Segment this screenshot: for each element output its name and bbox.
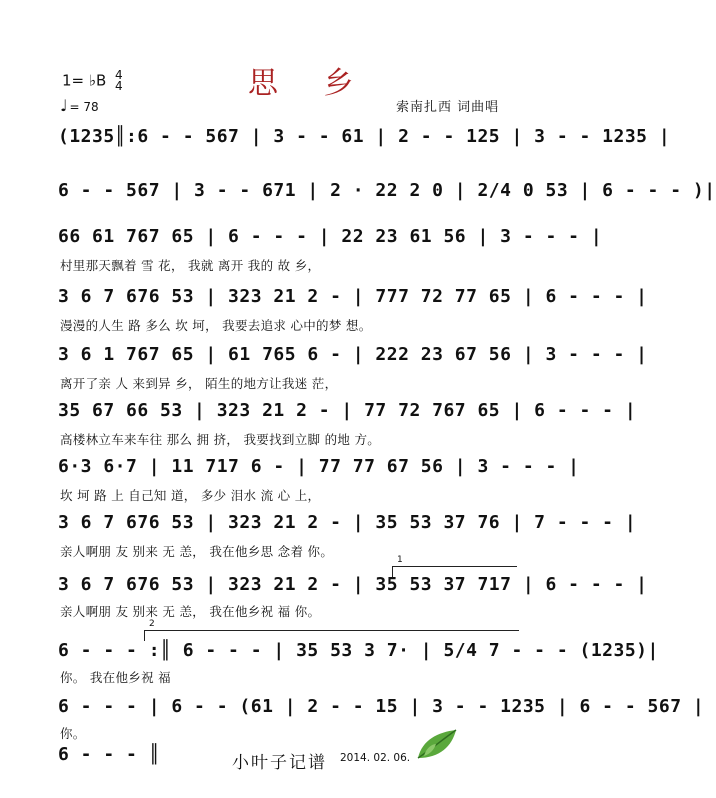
lyric-line: 高楼林立车来车往 那么 拥 挤， 我要找到立脚 的地 方。	[60, 432, 381, 447]
time-denominator: 4	[115, 79, 123, 93]
song-title: 思 乡	[248, 66, 372, 101]
tempo-value: = 78	[69, 100, 99, 114]
transcriber-signature: 小叶子记谱	[232, 753, 327, 773]
quarter-note-icon: ♩	[60, 96, 68, 115]
key-signature	[62, 70, 123, 92]
notation-line: 6·3 6·7 | 11 717 6 - | 77 77 67 56 | 3 - - - |	[58, 456, 580, 477]
notation-line: 3 6 7 676 53 | 323 21 2 - | 777 72 77 65 | 6 - - - |	[58, 286, 648, 307]
notation-line: 66 61 767 65 | 6 - - - | 22 23 61 56 | 3 - - - |	[58, 226, 603, 247]
lyric-line: 坎 坷 路 上 自己知 道， 多少 泪水 流 心 上，	[60, 488, 321, 503]
time-numerator: 4	[115, 68, 123, 82]
green-leaf-icon	[414, 728, 460, 766]
tempo-marking	[60, 96, 99, 115]
transcription-date: 2014. 02. 06.	[340, 752, 411, 764]
lyric-line: 亲人啊朋 友 别来 无 恙， 我在他乡思 念着 你。	[60, 544, 334, 559]
volta-second-number: 2	[149, 619, 155, 629]
notation-line: 6 - - - ║	[58, 744, 161, 765]
lyric-line: 你。 我在他乡祝 福	[60, 670, 171, 685]
key-text: 1= ♭B	[62, 71, 107, 90]
notation-line: 3 6 7 676 53 | 323 21 2 - | 35 53 37 717 | 6 - - - |	[58, 574, 648, 595]
notation-line: 35 67 66 53 | 323 21 2 - | 77 72 767 65 | 6 - - - |	[58, 400, 637, 421]
credit-line: 索南扎西 词曲唱	[396, 100, 500, 115]
notation-line: 6 - - - | 6 - - (61 | 2 - - 15 | 3 - - 1235 | 6 - - 567 |	[58, 696, 705, 717]
lyric-line: 离开了亲 人 来到异 乡， 陌生的地方让我迷 茫，	[60, 376, 338, 391]
lyric-line: 村里那天飘着 雪 花， 我就 离开 我的 故 乡，	[60, 258, 321, 273]
volta-first-number: 1	[397, 555, 403, 565]
notation-line: 6 - - - :║ 6 - - - | 35 53 3 7· | 5/4 7 - - - (1235)|	[58, 640, 659, 661]
notation-line: 6 - - 567 | 3 - - 671 | 2 · 22 2 0 | 2/4 0 53 | 6 - - - )|	[58, 180, 716, 201]
lyric-line: 漫漫的人生 路 多么 坎 坷， 我要去追求 心中的梦 想。	[60, 318, 372, 333]
lyric-line: 亲人啊朋 友 别来 无 恙， 我在他乡祝 福 你。	[60, 604, 321, 619]
lyric-line: 你。	[60, 726, 86, 741]
notation-line: 3 6 1 767 65 | 61 765 6 - | 222 23 67 56 | 3 - - - |	[58, 344, 648, 365]
notation-line: (1235║:6 - - 567 | 3 - - 61 | 2 - - 125 | 3 - - 1235 |	[58, 126, 671, 147]
time-signature	[115, 70, 123, 92]
notation-line: 3 6 7 676 53 | 323 21 2 - | 35 53 37 76 | 7 - - - |	[58, 512, 637, 533]
